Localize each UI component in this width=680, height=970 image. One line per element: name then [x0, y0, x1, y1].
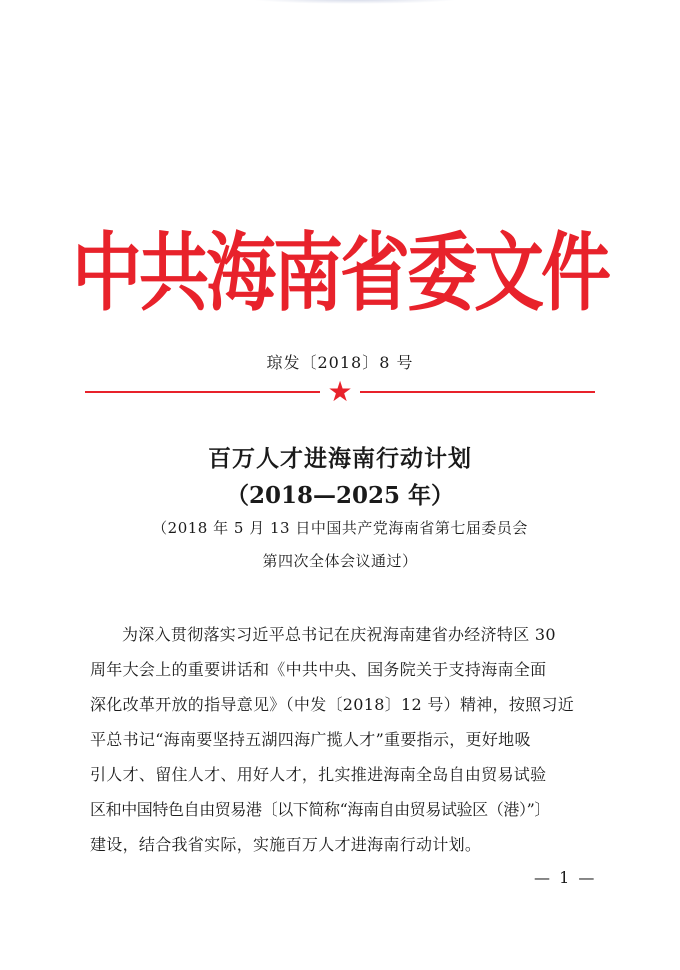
document-title: 百万人才进海南行动计划 — [208, 445, 472, 472]
paragraph-line: 平总书记“海南要坚持五湖四海广揽人才”重要指示，更好地吸 — [90, 730, 531, 749]
paragraph-line: 建设，结合我省实际，实施百万人才进海南行动计划。 — [90, 835, 482, 854]
divider-line-right — [360, 391, 595, 393]
page-number: — 1 — — [534, 868, 597, 887]
scan-smudge — [250, 0, 460, 4]
paragraph-line: 为深入贯彻落实习近平总书记在庆祝海南建省办经济特区 30 — [122, 625, 556, 644]
star-icon: ★ — [327, 375, 353, 408]
document-masthead: 中共海南省委文件 — [72, 222, 608, 324]
divider-line-left — [85, 391, 320, 393]
document-number: 琼发〔2018〕8 号 — [266, 353, 414, 372]
red-divider — [85, 375, 595, 408]
paragraph-line: 引人才、留住人才、用好人才，扎实推进海南全岛自由贸易试验 — [90, 765, 547, 784]
paragraph-line: 深化改革开放的指导意见》（中发〔2018〕12 号）精神，按照习近 — [90, 695, 575, 714]
paragraph-line: 区和中国特色自由贸易港〔以下简称“海南自由贸易试验区（港）”〕 — [90, 800, 550, 819]
adoption-note-line-1: （2018 年 5 月 13 日中国共产党海南省第七届委员会 — [152, 519, 528, 537]
adoption-note-line-2: 第四次全体会议通过） — [262, 552, 418, 570]
paragraph-line: 周年大会上的重要讲话和《中共中央、国务院关于支持海南全面 — [90, 660, 547, 679]
document-subtitle-years: （2018—2025 年） — [225, 482, 455, 509]
